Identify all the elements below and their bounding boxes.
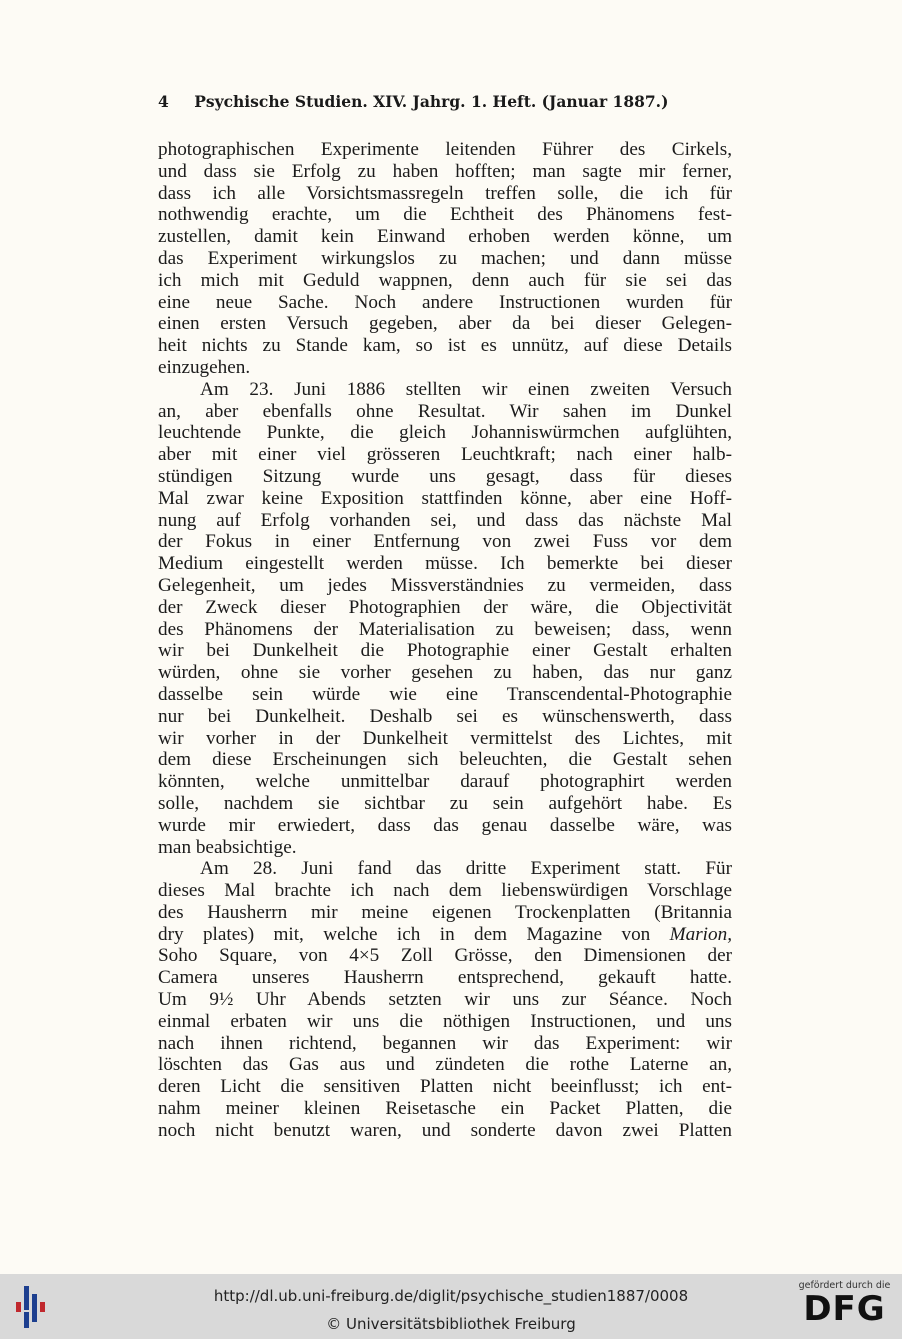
text-line: nach ihnen richtend, begannen wir das Experiment: wir	[158, 1032, 732, 1054]
dfg-logo	[797, 1280, 892, 1335]
text-line: des Hausherrn mir meine eigenen Trockenplatten (Britannia	[158, 901, 732, 923]
text-line: man beabsichtige.	[158, 836, 297, 858]
text-line: Um 9½ Uhr Abends setzten wir uns zur Séance. Noch	[158, 989, 732, 1011]
text-line: könnten, welche unmittelbar darauf photographirt werden	[158, 771, 732, 793]
text-line: Soho Square, von 4×5 Zoll Grösse, den Dimensionen der	[158, 945, 732, 967]
text-line: dass ich alle Vorsichtsmassregeln treffen solle, die ich für	[158, 182, 732, 204]
text-line: an, aber ebenfalls ohne Resultat. Wir sahen im Dunkel	[158, 400, 732, 422]
text-line: Medium eingestellt werden müsse. Ich bemerkte bei dieser	[158, 553, 732, 575]
text-line: eine neue Sache. Noch andere Instructionen wurden für	[158, 291, 732, 313]
text-line: dry plates) mit, welche ich in dem Magazine von Marion,	[158, 923, 732, 945]
text-line: würden, ohne sie vorher gesehen zu haben, das nur ganz	[158, 662, 732, 684]
text-line: deren Licht die sensitiven Platten nicht beeinflusst; ich ent-	[158, 1076, 732, 1098]
text-line: Camera unseres Hausherrn entsprechend, gekauft hatte.	[158, 967, 732, 989]
copyright-text: © Universitätsbibliothek Freiburg	[326, 1315, 576, 1333]
text-line: zustellen, damit kein Einwand erhoben werden könne, um	[158, 226, 732, 248]
text-line: nung auf Erfolg vorhanden sei, und dass das nächste Mal	[158, 509, 732, 531]
text-line: Am 28. Juni fand das dritte Experiment statt. Für	[200, 858, 732, 880]
dfg-logo-text: DFG	[803, 1289, 886, 1329]
text-line: dem diese Erscheinungen sich beleuchten, die Gestalt sehen	[158, 749, 732, 771]
text-line: photographischen Experimente leitenden Führer des Cirkels,	[158, 139, 732, 160]
text-line: noch nicht benutzt waren, und sonderte davon zwei Platten	[158, 1119, 732, 1141]
text-line: wurde mir erwiedert, dass das genau dasselbe wäre, was	[158, 814, 732, 836]
funder-note: gefördert durch die	[798, 1280, 891, 1291]
page-number: 4	[158, 92, 169, 111]
text-line: wir bei Dunkelheit die Photographie einer Gestalt erhalten	[158, 640, 732, 662]
text-line: einmal erbaten wir uns die nöthigen Instructionen, und uns	[158, 1010, 732, 1032]
body-text	[158, 139, 732, 1142]
text-line: einzugehen.	[158, 356, 251, 378]
text-line: Gelegenheit, um jedes Missverständnies zu vermeiden, dass	[158, 574, 732, 596]
text-line: Mal zwar keine Exposition stattfinden könne, aber eine Hoff-	[158, 487, 732, 509]
text-line: leuchtende Punkte, die gleich Johanniswürmchen aufglühten,	[158, 422, 732, 444]
permalink-url[interactable]: http://dl.ub.uni-freiburg.de/diglit/psychische_studien1887/0008	[213, 1287, 689, 1305]
text-line: aber mit einer viel grösseren Leuchtkraft; nach einer halb-	[158, 444, 732, 466]
text-line: stündigen Sitzung wurde uns gesagt, dass für dieses	[158, 465, 732, 487]
text-line: nothwendig erachte, um die Echtheit des Phänomens fest-	[158, 204, 732, 226]
footer-bar	[0, 1274, 902, 1339]
text-line: des Phänomens der Materialisation zu beweisen; dass, wenn	[158, 618, 732, 640]
running-header	[158, 92, 736, 111]
text-line: solle, nachdem sie sichtbar zu sein aufgehört habe. Es	[158, 792, 732, 814]
text-line: löschten das Gas aus und zündeten die rothe Laterne an,	[158, 1054, 732, 1076]
text-line: ich mich mit Geduld wappnen, denn auch für sie sei das	[158, 269, 732, 291]
text-line: Am 23. Juni 1886 stellten wir einen zweiten Versuch	[200, 378, 732, 400]
text-line: dasselbe sein würde wie eine Transcendental-Photographie	[158, 683, 732, 705]
text-line: der Fokus in einer Entfernung von zwei Fuss vor dem	[158, 531, 732, 553]
text-line: nur bei Dunkelheit. Deshalb sei es wünschenswerth, dass	[158, 705, 732, 727]
text-line: heit nichts zu Stande kam, so ist es unnütz, auf diese Details	[158, 335, 732, 357]
text-line: und dass sie Erfolg zu haben hofften; man sagte mir ferner,	[158, 160, 732, 182]
text-line: dieses Mal brachte ich nach dem liebenswürdigen Vorschlage	[158, 880, 732, 902]
text-line: das Experiment wirkungslos zu machen; und dann müsse	[158, 247, 732, 269]
running-title: Psychische Studien. XIV. Jahrg. 1. Heft. (Januar 1887.)	[194, 92, 669, 111]
text-line: der Zweck dieser Photographien der wäre, die Objectivität	[158, 596, 732, 618]
text-line: nahm meiner kleinen Reisetasche ein Packet Platten, die	[158, 1098, 732, 1120]
text-line: einen ersten Versuch gegeben, aber da bei dieser Gelegen-	[158, 313, 732, 335]
text-line: wir vorher in der Dunkelheit vermittelst des Lichtes, mit	[158, 727, 732, 749]
